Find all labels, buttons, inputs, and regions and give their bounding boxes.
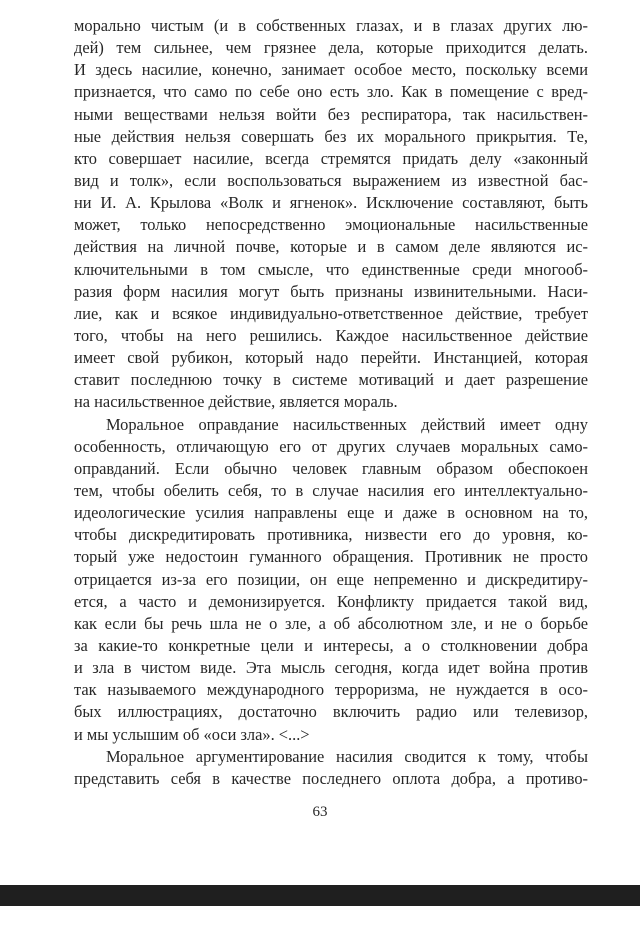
paragraph	[74, 414, 588, 746]
text-line: признается, что само по себе оно есть зло. Как в помещение с вред-	[74, 82, 588, 102]
text-line: за какие-то конкретные цели и интересы, а о столкновении добра	[74, 635, 588, 655]
text-line: и зла в чистом виде. Эта мысль сегодня, когда идет война против	[74, 658, 588, 678]
text-line: тем, чтобы обелить себя, то в случае насилия его интеллектуально-	[74, 480, 588, 500]
text-line: так называемого международного терроризма, не нуждается в осо-	[74, 680, 588, 700]
text-line: особенность, отличающую его от других случаев моральных само-	[74, 436, 588, 456]
text-line: идеологические усилия направлены еще и даже в основном на то,	[74, 503, 588, 523]
text-line: представить себя в качестве последнего оплота добра, а противо-	[74, 768, 588, 788]
text-line: разия форм насилия могут быть признаны извинительными. Наси-	[74, 281, 588, 301]
text-line: оправданий. Если обычно человек главным образом обеспокоен	[74, 458, 588, 478]
bottom-bar	[0, 885, 640, 906]
text-line: может, только непосредственно эмоциональные насильственные	[74, 215, 588, 235]
text-line: Моральное аргументирование насилия сводится к тому, чтобы	[106, 746, 588, 766]
text-line: действия на личной почве, которые и в самом деле являются ис-	[74, 237, 588, 257]
text-line: на насильственное действие, является мораль.	[74, 392, 398, 412]
page-number: 63	[312, 804, 328, 820]
text-line: морально чистым (и в собственных глазах, и в глазах других лю-	[74, 16, 588, 35]
text-line: кто совершает насилие, всегда стремятся придать делу «законный	[74, 148, 588, 168]
text-line: чтобы дискредитировать противника, низвести его до уровня, ко-	[74, 525, 588, 545]
text-line: и мы услышим об «оси зла». <...>	[74, 724, 310, 744]
paragraph	[74, 15, 588, 414]
text-line: ставит последнюю точку в системе мотиваций и дает разрешение	[74, 370, 588, 390]
body-text	[74, 15, 588, 790]
text-line: ными веществами нельзя войти без респиратора, так насильствен-	[74, 104, 588, 124]
text-line: И здесь насилие, конечно, занимает особое место, поскольку всеми	[74, 60, 588, 80]
text-line: дей) тем сильнее, чем грязнее дела, которые приходится делать.	[74, 38, 588, 58]
text-line: как если бы речь шла не о зле, а об абсолютном зле, и не о борьбе	[74, 613, 588, 633]
text-line: ные действия нельзя совершать без их морального прикрытия. Те,	[74, 126, 588, 146]
text-line: того, чтобы на него решились. Каждое насильственное действие	[74, 325, 588, 345]
paragraph	[74, 746, 588, 790]
text-line: лие, как и всякое индивидуально-ответственное действие, требует	[74, 303, 588, 323]
text-line: отрицается из-за его позиции, он еще непременно и дискредитиру-	[74, 569, 588, 589]
text-line: Моральное оправдание насильственных действий имеет одну	[106, 414, 588, 434]
text-line: ключительными в том смысле, что единственные среди многооб-	[74, 259, 588, 279]
text-line: ни И. А. Крылова «Волк и ягненок». Исключение составляют, быть	[74, 193, 588, 213]
text-line: имеет свой рубикон, который надо перейти. Инстанцией, которая	[74, 348, 588, 368]
text-line: торый уже недостоин гуманного обращения. Противник не просто	[74, 547, 588, 567]
text-line: бых иллюстрациях, достаточно включить радио или телевизор,	[74, 702, 588, 722]
text-line: вид и толк», если воспользоваться выражением из известной бас-	[74, 170, 588, 190]
text-line: ется, а часто и демонизируется. Конфликту придается такой вид,	[74, 591, 588, 611]
